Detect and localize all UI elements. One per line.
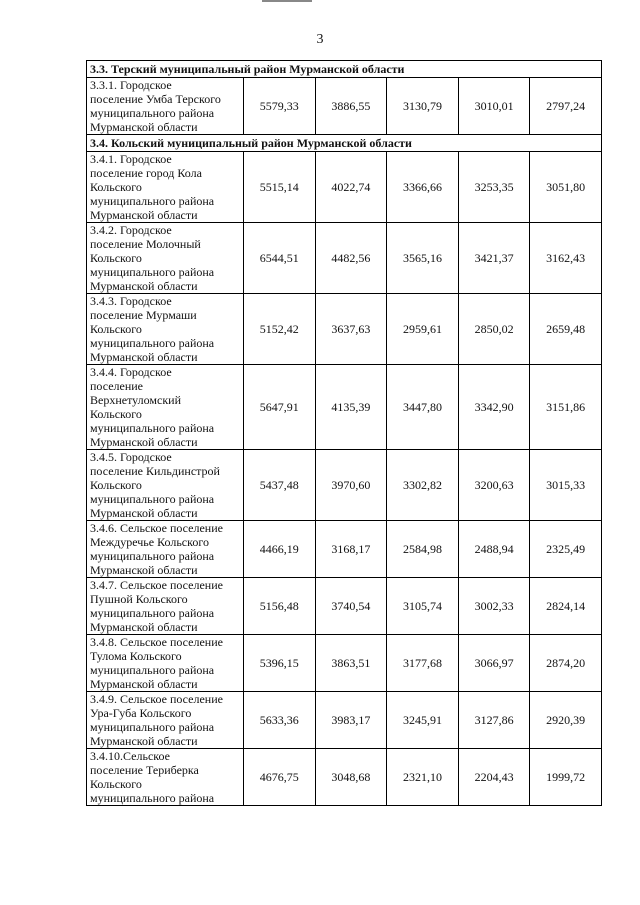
settlement-name-line: муниципального района	[90, 663, 215, 677]
settlement-name-line: поселение	[90, 379, 144, 393]
settlement-name-line: 3.4.7. Сельское поселение	[90, 578, 223, 592]
section-title: 3.4. Кольский муниципальный район Мурманской области	[87, 135, 602, 152]
value-cell: 4676,75	[244, 749, 316, 806]
value-cell: 3010,01	[458, 78, 530, 135]
value-cell: 5152,42	[244, 294, 316, 365]
settlement-name-line: Мурманской области	[90, 350, 198, 364]
settlement-name-cell	[87, 692, 244, 749]
value-cell: 4466,19	[244, 521, 316, 578]
table-row	[87, 521, 602, 578]
value-cell: 3048,68	[315, 749, 387, 806]
settlement-name-line: муниципального района	[90, 791, 215, 805]
value-cell: 3130,79	[387, 78, 459, 135]
settlement-name-line: Кольского	[90, 251, 142, 265]
settlement-name-cell	[87, 749, 244, 806]
value-cell: 4135,39	[315, 365, 387, 450]
value-cell: 5515,14	[244, 152, 316, 223]
value-cell: 3342,90	[458, 365, 530, 450]
table-row	[87, 223, 602, 294]
settlement-name-line: Верхнетуломский	[90, 393, 181, 407]
settlement-name-line: Ура-Губа Кольского	[90, 706, 192, 720]
value-cell: 5396,15	[244, 635, 316, 692]
value-cell: 3253,35	[458, 152, 530, 223]
settlement-name-cell	[87, 578, 244, 635]
settlement-name-line: Мурманской области	[90, 620, 198, 634]
value-cell: 3970,60	[315, 450, 387, 521]
table-row	[87, 692, 602, 749]
settlement-name-cell	[87, 521, 244, 578]
value-cell: 5633,36	[244, 692, 316, 749]
page-number: 3	[316, 32, 324, 47]
settlement-name-cell	[87, 152, 244, 223]
settlement-name-line: 3.3.1. Городское	[90, 78, 172, 92]
settlement-name-line: Мурманской области	[90, 563, 198, 577]
value-cell: 6544,51	[244, 223, 316, 294]
value-cell: 3200,63	[458, 450, 530, 521]
value-cell: 4482,56	[315, 223, 387, 294]
settlement-name-line: муниципального района	[90, 606, 215, 620]
settlement-name-line: Междуречье Кольского	[90, 535, 209, 549]
settlement-name-cell	[87, 294, 244, 365]
settlement-name-line: Мурманской области	[90, 677, 198, 691]
settlement-name-line: 3.4.1. Городское	[90, 152, 172, 166]
value-cell: 2874,20	[530, 635, 602, 692]
settlement-name-cell	[87, 635, 244, 692]
section-header-row	[87, 135, 602, 152]
value-cell: 4022,74	[315, 152, 387, 223]
settlement-name-line: муниципального района	[90, 720, 215, 734]
value-cell: 3302,82	[387, 450, 459, 521]
value-cell: 3740,54	[315, 578, 387, 635]
settlement-name-line: поселение Кильдинстрой	[90, 464, 220, 478]
settlement-name-line: 3.4.9. Сельское поселение	[90, 692, 223, 706]
value-cell: 5156,48	[244, 578, 316, 635]
settlement-name-line: Мурманской области	[90, 435, 198, 449]
settlement-name-line: 3.4.3. Городское	[90, 294, 172, 308]
settlement-name-line: муниципального района	[90, 194, 215, 208]
tariff-table	[86, 60, 602, 806]
settlement-name-line: поселение Териберка	[90, 763, 199, 777]
value-cell: 3366,66	[387, 152, 459, 223]
settlement-name-line: поселение город Кола	[90, 166, 202, 180]
value-cell: 2488,94	[458, 521, 530, 578]
settlement-name-line: 3.4.8. Сельское поселение	[90, 635, 223, 649]
settlement-name-line: Мурманской области	[90, 120, 198, 134]
settlement-name-line: поселение Мурмаши	[90, 308, 197, 322]
value-cell: 1999,72	[530, 749, 602, 806]
settlement-name-cell	[87, 365, 244, 450]
settlement-name-line: Пушной Кольского	[90, 592, 188, 606]
settlement-name-line: Кольского	[90, 478, 142, 492]
settlement-name-line: Тулома Кольского	[90, 649, 182, 663]
section-title: 3.3. Терский муниципальный район Мурманской области	[87, 61, 602, 78]
value-cell: 3127,86	[458, 692, 530, 749]
settlement-name-line: муниципального района	[90, 265, 215, 279]
value-cell: 3066,97	[458, 635, 530, 692]
value-cell: 3168,17	[315, 521, 387, 578]
value-cell: 5437,48	[244, 450, 316, 521]
value-cell: 3565,16	[387, 223, 459, 294]
value-cell: 3177,68	[387, 635, 459, 692]
settlement-name-line: Кольского	[90, 777, 142, 791]
value-cell: 3447,80	[387, 365, 459, 450]
value-cell: 3245,91	[387, 692, 459, 749]
settlement-name-line: муниципального района	[90, 106, 215, 120]
table-row	[87, 635, 602, 692]
settlement-name-line: Кольского	[90, 322, 142, 336]
settlement-name-line: 3.4.5. Городское	[90, 450, 172, 464]
value-cell: 5647,91	[244, 365, 316, 450]
value-cell: 2797,24	[530, 78, 602, 135]
settlement-name-cell	[87, 78, 244, 135]
value-cell: 3105,74	[387, 578, 459, 635]
settlement-name-line: муниципального района	[90, 336, 215, 350]
table-row	[87, 450, 602, 521]
table-row	[87, 365, 602, 450]
value-cell: 3886,55	[315, 78, 387, 135]
settlement-name-line: 3.4.2. Городское	[90, 223, 172, 237]
settlement-name-line: 3.4.4. Городское	[90, 365, 172, 379]
value-cell: 2325,49	[530, 521, 602, 578]
value-cell: 5579,33	[244, 78, 316, 135]
settlement-name-line: 3.4.6. Сельское поселение	[90, 521, 223, 535]
value-cell: 2959,61	[387, 294, 459, 365]
section-header-row	[87, 61, 602, 78]
settlement-name-cell	[87, 450, 244, 521]
value-cell: 2204,43	[458, 749, 530, 806]
value-cell: 2321,10	[387, 749, 459, 806]
value-cell: 2824,14	[530, 578, 602, 635]
settlement-name-line: Мурманской области	[90, 279, 198, 293]
value-cell: 3162,43	[530, 223, 602, 294]
settlement-name-line: Мурманской области	[90, 208, 198, 222]
settlement-name-line: Кольского	[90, 407, 142, 421]
settlement-name-line: Мурманской области	[90, 734, 198, 748]
settlement-name-line: Кольского	[90, 180, 142, 194]
value-cell: 3051,80	[530, 152, 602, 223]
value-cell: 3637,63	[315, 294, 387, 365]
value-cell: 3863,51	[315, 635, 387, 692]
settlement-name-line: муниципального района	[90, 549, 215, 563]
settlement-name-line: Мурманской области	[90, 506, 198, 520]
table-row	[87, 578, 602, 635]
settlement-name-line: 3.4.10.Сельское	[90, 749, 170, 763]
value-cell: 3151,86	[530, 365, 602, 450]
value-cell: 2659,48	[530, 294, 602, 365]
value-cell: 2920,39	[530, 692, 602, 749]
table-row	[87, 152, 602, 223]
table-row	[87, 749, 602, 806]
value-cell: 3015,33	[530, 450, 602, 521]
value-cell: 3983,17	[315, 692, 387, 749]
settlement-name-cell	[87, 223, 244, 294]
settlement-name-line: поселение Молочный	[90, 237, 201, 251]
value-cell: 3002,33	[458, 578, 530, 635]
settlement-name-line: поселение Умба Терского	[90, 92, 221, 106]
settlement-name-line: муниципального района	[90, 421, 215, 435]
value-cell: 3421,37	[458, 223, 530, 294]
value-cell: 2584,98	[387, 521, 459, 578]
top-scan-mark	[262, 0, 312, 2]
settlement-name-line: муниципального района	[90, 492, 215, 506]
table-row	[87, 78, 602, 135]
table-row	[87, 294, 602, 365]
value-cell: 2850,02	[458, 294, 530, 365]
